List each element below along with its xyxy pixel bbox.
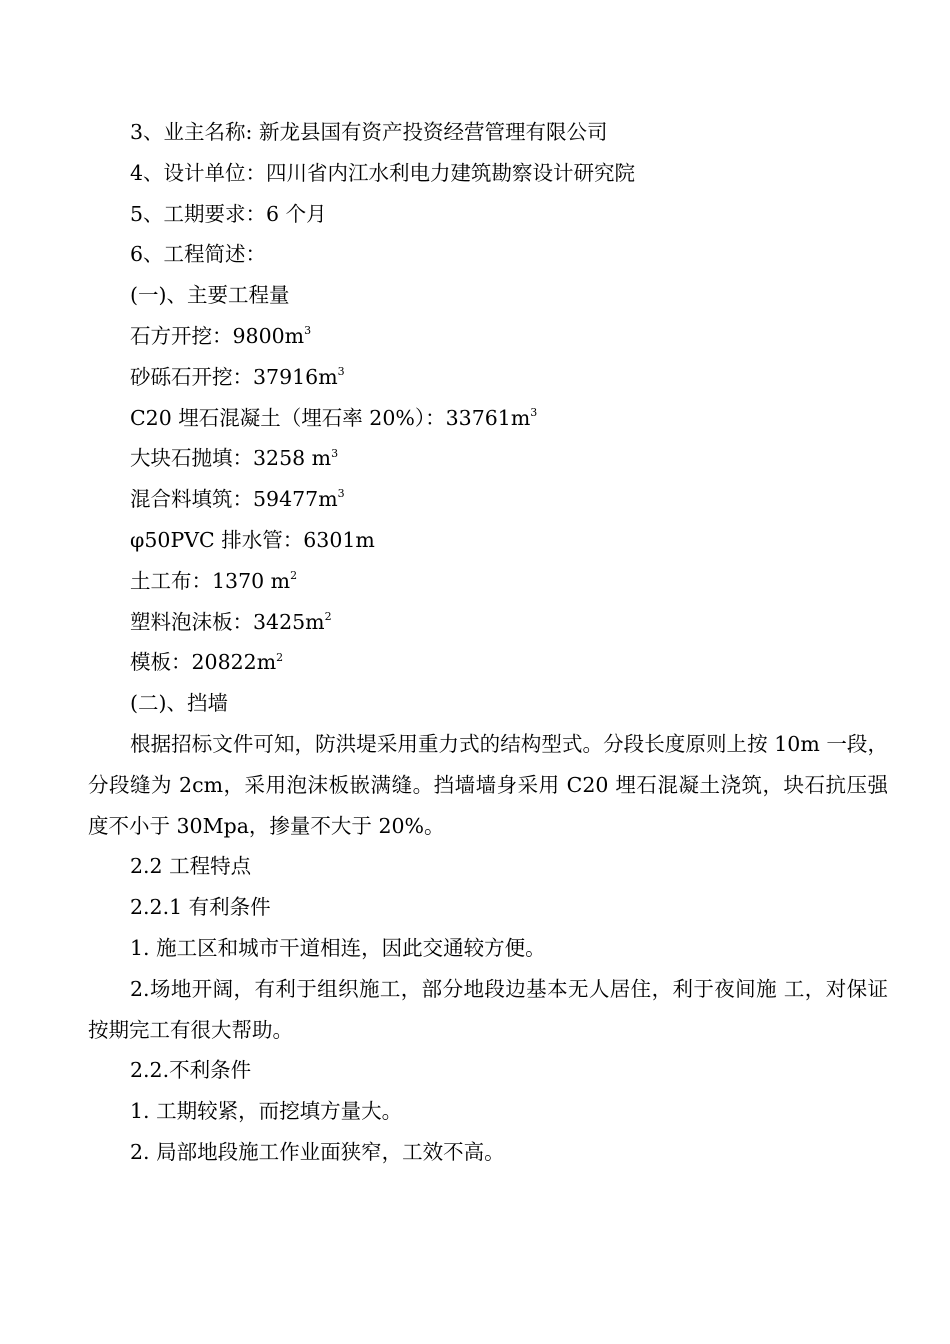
unfavorable-item: 1. 工期较紧，而挖填方量大。	[130, 1099, 403, 1124]
quantity-unit-exponent: 3	[530, 405, 538, 419]
quantity-label: 混合料填筑：	[130, 487, 253, 512]
duration-line: 5、工期要求：6 个月	[130, 201, 327, 226]
quantity-label: 石方开挖：	[130, 323, 233, 348]
quantity-item	[88, 438, 888, 479]
quantity-item	[88, 398, 888, 439]
quantity-unit-exponent: 3	[337, 487, 345, 501]
quantity-item	[88, 357, 888, 398]
quantity-unit-exponent: 3	[331, 446, 339, 460]
favorable-item: 1. 施工区和城市干道相连，因此交通较方便。	[130, 935, 546, 960]
quantity-value: 20822m	[191, 650, 277, 675]
quantity-item	[88, 561, 888, 602]
quantity-unit-exponent: 3	[337, 364, 345, 378]
quantity-label: 砂砾石开挖：	[130, 364, 253, 389]
designer-line: 4、设计单位：四川省内江水利电力建筑勘察设计研究院	[130, 160, 636, 185]
favorable-item: 2.场地开阔，有利于组织施工，部分地段边基本无人居住，利于夜间施 工，对保证按期完工有很大帮助。	[88, 976, 888, 1042]
overview-line: 6、工程简述：	[130, 242, 267, 267]
quantity-item	[88, 316, 888, 357]
quantity-value: 6301m	[303, 527, 375, 552]
quantity-unit-exponent: 2	[290, 568, 298, 582]
quantity-label: C20 埋石混凝土（埋石率 20%）：	[130, 405, 446, 430]
quantity-value: 9800m	[232, 323, 305, 348]
wall-paragraph: 根据招标文件可知，防洪堤采用重力式的结构型式。分段长度原则上按 10m 一段，分段缝为 2cm，采用泡沫板嵌满缝。挡墙墙身采用 C20 埋石混凝土浇筑，块石抗压强度不小于 30Mpa，掺量不大于 20%。	[88, 731, 888, 838]
quantity-value: 3258 m	[253, 446, 332, 471]
quantity-value: 33761m	[445, 405, 531, 430]
quantity-unit-exponent: 3	[304, 324, 312, 338]
quantity-value: 1370 m	[212, 568, 291, 593]
quantity-unit-exponent: 2	[324, 609, 332, 623]
quantities-heading: (一)、主要工程量	[130, 283, 290, 308]
unfavorable-heading: 2.2.不利条件	[130, 1058, 252, 1083]
quantity-label: 土工布：	[130, 568, 212, 593]
unfavorable-item: 2. 局部地段施工作业面狭窄，工效不高。	[130, 1139, 505, 1164]
quantity-label: 塑料泡沫板：	[130, 609, 253, 634]
quantity-item	[88, 520, 888, 561]
quantity-label: 模板：	[130, 650, 192, 675]
quantity-label: φ50PVC 排水管：	[130, 527, 304, 552]
owner-line: 3、业主名称: 新龙县国有资产投资经营管理有限公司	[130, 120, 608, 144]
quantity-unit-exponent: 2	[276, 650, 284, 664]
wall-heading: (二)、挡墙	[130, 691, 228, 716]
favorable-heading: 2.2.1 有利条件	[130, 895, 271, 920]
quantity-label: 大块石抛填：	[130, 446, 253, 471]
quantity-value: 59477m	[253, 487, 338, 512]
quantity-value: 3425m	[253, 609, 325, 634]
features-heading: 2.2 工程特点	[130, 854, 252, 879]
quantity-item	[88, 602, 888, 643]
quantity-item	[88, 479, 888, 520]
document-body	[88, 112, 888, 1173]
quantity-value: 37916m	[253, 364, 338, 389]
quantity-item	[88, 642, 888, 683]
